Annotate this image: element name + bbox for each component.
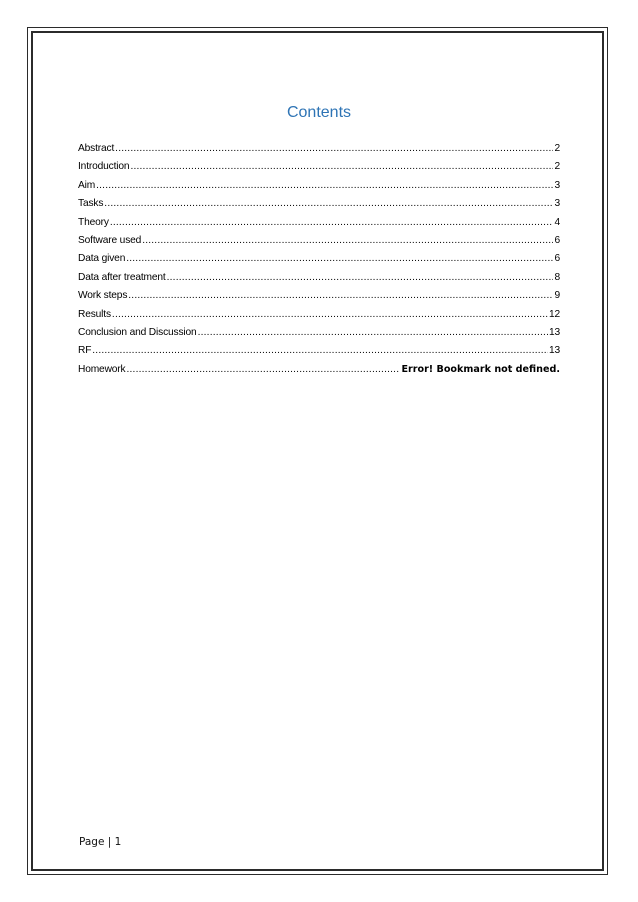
toc-entry-label: Software used bbox=[78, 234, 142, 246]
toc-entry-label: Aim bbox=[78, 179, 96, 191]
toc-entry-label: Work steps bbox=[78, 290, 128, 302]
toc-dot-leader bbox=[92, 345, 548, 356]
toc-dot-leader bbox=[110, 217, 554, 228]
toc-entry-page-error: Error! Bookmark not defined. bbox=[401, 363, 560, 375]
toc-entry-page: 2 bbox=[554, 161, 560, 173]
toc-entry-label: Data given bbox=[78, 253, 126, 265]
toc-entry-label: RF bbox=[78, 345, 92, 357]
toc-entry-work-steps[interactable] bbox=[78, 290, 560, 308]
toc-entry-data-given[interactable] bbox=[78, 253, 560, 271]
toc-entry-page: 3 bbox=[554, 198, 560, 210]
toc-entry-page: 13 bbox=[548, 345, 560, 357]
toc-entry-page: 12 bbox=[548, 308, 560, 320]
toc-title: Contents bbox=[286, 104, 352, 121]
toc-entry-page: 2 bbox=[554, 143, 560, 154]
toc-entry-software-used[interactable] bbox=[78, 235, 560, 253]
table-of-contents bbox=[78, 143, 560, 382]
toc-entry-aim[interactable] bbox=[78, 180, 560, 198]
toc-entry-page: 6 bbox=[554, 234, 560, 246]
toc-entry-abstract[interactable] bbox=[78, 143, 560, 161]
toc-dot-leader bbox=[115, 143, 553, 154]
toc-dot-leader bbox=[104, 198, 553, 209]
toc-entry-theory[interactable] bbox=[78, 217, 560, 235]
toc-entry-homework[interactable] bbox=[78, 364, 560, 382]
toc-entry-label: Abstract bbox=[78, 143, 115, 154]
toc-entry-results[interactable] bbox=[78, 309, 560, 327]
toc-entry-label: Conclusion and Discussion bbox=[78, 326, 197, 338]
toc-dot-leader bbox=[128, 290, 553, 301]
toc-entry-label: Introduction bbox=[78, 161, 130, 173]
toc-entry-label: Tasks bbox=[78, 198, 104, 210]
toc-entry-rf[interactable] bbox=[78, 345, 560, 363]
page-footer: Page | 1 bbox=[79, 836, 122, 848]
toc-entry-label: Theory bbox=[78, 216, 109, 228]
toc-dot-leader bbox=[112, 309, 548, 320]
toc-entry-page: 6 bbox=[554, 253, 560, 265]
toc-entry-label: Homework bbox=[78, 363, 126, 375]
toc-entry-label: Results bbox=[78, 308, 111, 320]
toc-dot-leader bbox=[198, 327, 548, 338]
toc-entry-label: Data after treatment bbox=[78, 271, 166, 283]
toc-entry-page: 4 bbox=[554, 216, 560, 228]
toc-dot-leader bbox=[142, 235, 553, 246]
toc-entry-tasks[interactable] bbox=[78, 198, 560, 216]
toc-entry-page: 8 bbox=[554, 271, 560, 283]
toc-dot-leader bbox=[130, 161, 553, 172]
toc-entry-data-after-treatment[interactable] bbox=[78, 272, 560, 290]
toc-dot-leader bbox=[167, 272, 554, 283]
toc-dot-leader bbox=[126, 364, 400, 375]
toc-entry-page: 13 bbox=[548, 326, 560, 338]
toc-entry-page: 3 bbox=[554, 179, 560, 191]
toc-entry-introduction[interactable] bbox=[78, 161, 560, 179]
toc-dot-leader bbox=[96, 180, 553, 191]
toc-entry-conclusion-and-discussion[interactable] bbox=[78, 327, 560, 345]
toc-dot-leader bbox=[126, 253, 553, 264]
toc-entry-page: 9 bbox=[554, 290, 560, 302]
